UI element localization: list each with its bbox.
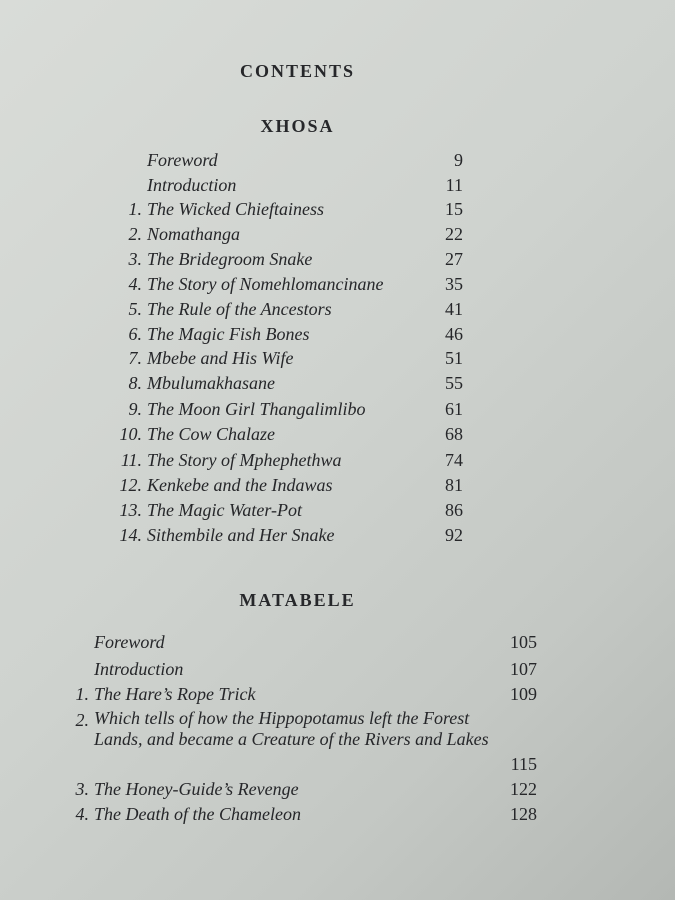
entry-page-number: 46	[445, 324, 463, 344]
entry-title: The Rule of the Ancestors	[147, 299, 332, 319]
entry-title: The Honey-Guide’s Revenge	[94, 779, 299, 799]
entry-number: 2.	[128, 224, 142, 244]
entry-number: 4.	[128, 274, 142, 294]
entry-title: Nomathanga	[147, 224, 241, 244]
entry-number: 3.	[128, 249, 142, 269]
entry-title: The Cow Chalaze	[147, 424, 276, 444]
entry-title: Kenkebe and the Indawas	[147, 475, 333, 495]
entry-title: The Story of Nomehlomancinane	[147, 274, 384, 294]
entry-page-number: 74	[445, 450, 463, 470]
entry-page-number: 107	[510, 659, 537, 679]
entry-number: 10.	[119, 424, 142, 444]
entry-number: 5.	[128, 299, 142, 319]
entry-title: The Story of Mphephethwa	[147, 450, 342, 470]
entry-page-number: 22	[445, 224, 463, 244]
entry-page-number: 27	[445, 249, 463, 269]
entry-title: The Magic Fish Bones	[147, 324, 310, 344]
entry-title: Mbebe and His Wife	[147, 348, 294, 368]
page-title: CONTENTS	[239, 61, 356, 81]
entry-page-number: 128	[510, 804, 537, 824]
toc-entry	[0, 684, 675, 708]
entry-page-number: 55	[445, 373, 463, 393]
entry-number: 4.	[75, 804, 89, 824]
entry-page-number: 122	[510, 779, 537, 799]
entry-page-number: 15	[445, 199, 463, 219]
entry-page-number: 41	[445, 299, 463, 319]
entry-page-number: 109	[510, 684, 537, 704]
entry-page-number: 9	[454, 150, 463, 170]
toc-entry	[0, 804, 675, 828]
entry-number: 14.	[119, 525, 142, 545]
entry-number: 2.	[75, 710, 89, 730]
entry-number: 11.	[120, 450, 142, 470]
entry-page-number: 86	[445, 500, 463, 520]
entry-page-number: 61	[445, 399, 463, 419]
entry-number: 1.	[75, 684, 89, 704]
entry-page-number: 11	[445, 175, 463, 195]
entry-title: The Wicked Chieftainess	[147, 199, 324, 219]
toc-entry	[0, 659, 675, 683]
entry-title: The Hare’s Rope Trick	[94, 684, 256, 704]
toc-entry	[0, 632, 675, 656]
toc-entry	[0, 779, 675, 803]
entry-number: 13.	[119, 500, 142, 520]
entry-page-number: 68	[445, 424, 463, 444]
section-title: MATABELE	[239, 590, 356, 610]
entry-title: Foreword	[94, 632, 165, 652]
entry-page-number: 51	[445, 348, 463, 368]
entry-title: The Death of the Chameleon	[94, 804, 301, 824]
entry-number: 12.	[119, 475, 142, 495]
entry-title: Sithembile and Her Snake	[147, 525, 335, 545]
entry-number: 9.	[128, 399, 142, 419]
entry-number: 8.	[128, 373, 142, 393]
entry-title: Introduction	[147, 175, 237, 195]
entry-number: 6.	[128, 324, 142, 344]
entry-page-number: 105	[510, 632, 537, 652]
entry-title: The Magic Water-Pot	[147, 500, 302, 520]
entry-title: The Moon Girl Thangalimlibo	[147, 399, 366, 419]
section-title: XHOSA	[260, 116, 335, 136]
entry-title: Mbulumakhasane	[147, 373, 275, 393]
entry-title: The Bridegroom Snake	[147, 249, 313, 269]
entry-number: 1.	[128, 199, 142, 219]
entry-page-number: 35	[445, 274, 463, 294]
entry-title: Which tells of how the Hippopotamus left the Forest Lands, and became a Creature of the Rivers and Lakes	[94, 708, 489, 749]
entry-number: 7.	[128, 348, 142, 368]
toc-entry	[0, 708, 675, 774]
entry-page-number: 115	[510, 754, 537, 774]
entry-page-number: 92	[445, 525, 463, 545]
entry-number: 3.	[75, 779, 89, 799]
entry-title: Foreword	[147, 150, 218, 170]
entry-page-number: 81	[445, 475, 463, 495]
entry-title: Introduction	[94, 659, 184, 679]
